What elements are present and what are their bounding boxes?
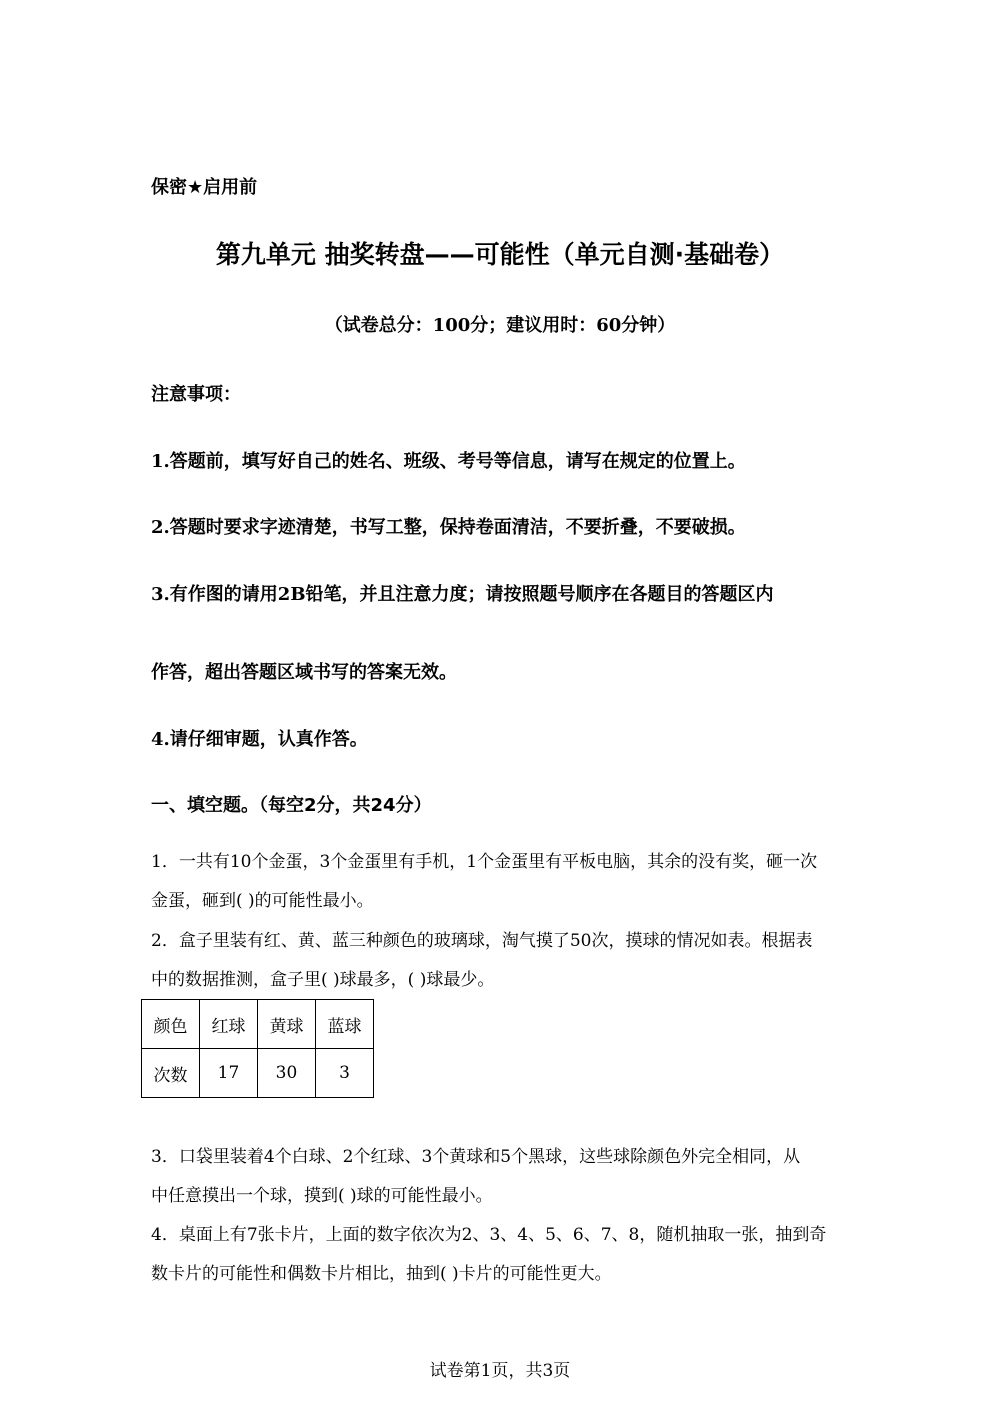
section-1-heading: 一、填空题。（每空2分，共24分） (151, 795, 432, 816)
exam-subtitle: （试卷总分：100分；建议用时：60分钟） (324, 315, 676, 336)
table-cell: 蓝球 (316, 1000, 374, 1049)
table-cell: 17 (200, 1049, 258, 1098)
note-item-2: 2.答题时要求字迹清楚，书写工整，保持卷面清洁，不要折叠，不要破损。 (151, 517, 746, 538)
question-3-line-2: 中任意摸出一个球，摸到( )球的可能性最小。 (151, 1186, 493, 1206)
note-item-1: 1.答题前，填写好自己的姓名、班级、考号等信息，请写在规定的位置上。 (151, 451, 746, 472)
table-cell: 次数 (142, 1049, 200, 1098)
note-item-3-line-1: 3.有作图的请用2B铅笔，并且注意力度；请按照题号顺序在各题目的答题区内 (151, 584, 774, 605)
table-cell: 黄球 (258, 1000, 316, 1049)
question-2-line-1: 2．盒子里装有红、黄、蓝三种颜色的玻璃球，淘气摸了50次，摸球的情况如表。根据表 (151, 931, 813, 951)
question-3-line-1: 3．口袋里装着4个白球、2个红球、3个黄球和5个黑球，这些球除颜色外完全相同，从 (151, 1147, 801, 1167)
table-header-row (142, 1000, 374, 1049)
table-cell: 30 (258, 1049, 316, 1098)
confidential-label: 保密★启用前 (151, 177, 258, 198)
notes-heading: 注意事项： (151, 384, 241, 405)
question-1-line-1: 1．一共有10个金蛋，3个金蛋里有手机，1个金蛋里有平板电脑，其余的没有奖，砸一次 (151, 852, 818, 872)
table-cell: 3 (316, 1049, 374, 1098)
note-item-4: 4.请仔细审题，认真作答。 (151, 729, 368, 750)
question-4-line-1: 4．桌面上有7张卡片，上面的数字依次为2、3、4、5、6、7、8，随机抽取一张，抽到奇 (151, 1225, 827, 1245)
question-2-line-2: 中的数据推测，盒子里( )球最多，( )球最少。 (151, 970, 495, 990)
question-4-line-2: 数卡片的可能性和偶数卡片相比，抽到( )卡片的可能性更大。 (151, 1264, 612, 1284)
table-cell: 颜色 (142, 1000, 200, 1049)
exam-title: 第九单元 抽奖转盘——可能性（单元自测·基础卷） (215, 240, 785, 269)
table-row (142, 1049, 374, 1098)
ball-count-table (141, 999, 374, 1098)
table-cell: 红球 (200, 1000, 258, 1049)
question-1-line-2: 金蛋，砸到( )的可能性最小。 (151, 891, 374, 911)
note-item-3-line-2: 作答，超出答题区域书写的答案无效。 (151, 662, 457, 683)
page-footer: 试卷第1页，共3页 (429, 1361, 571, 1381)
